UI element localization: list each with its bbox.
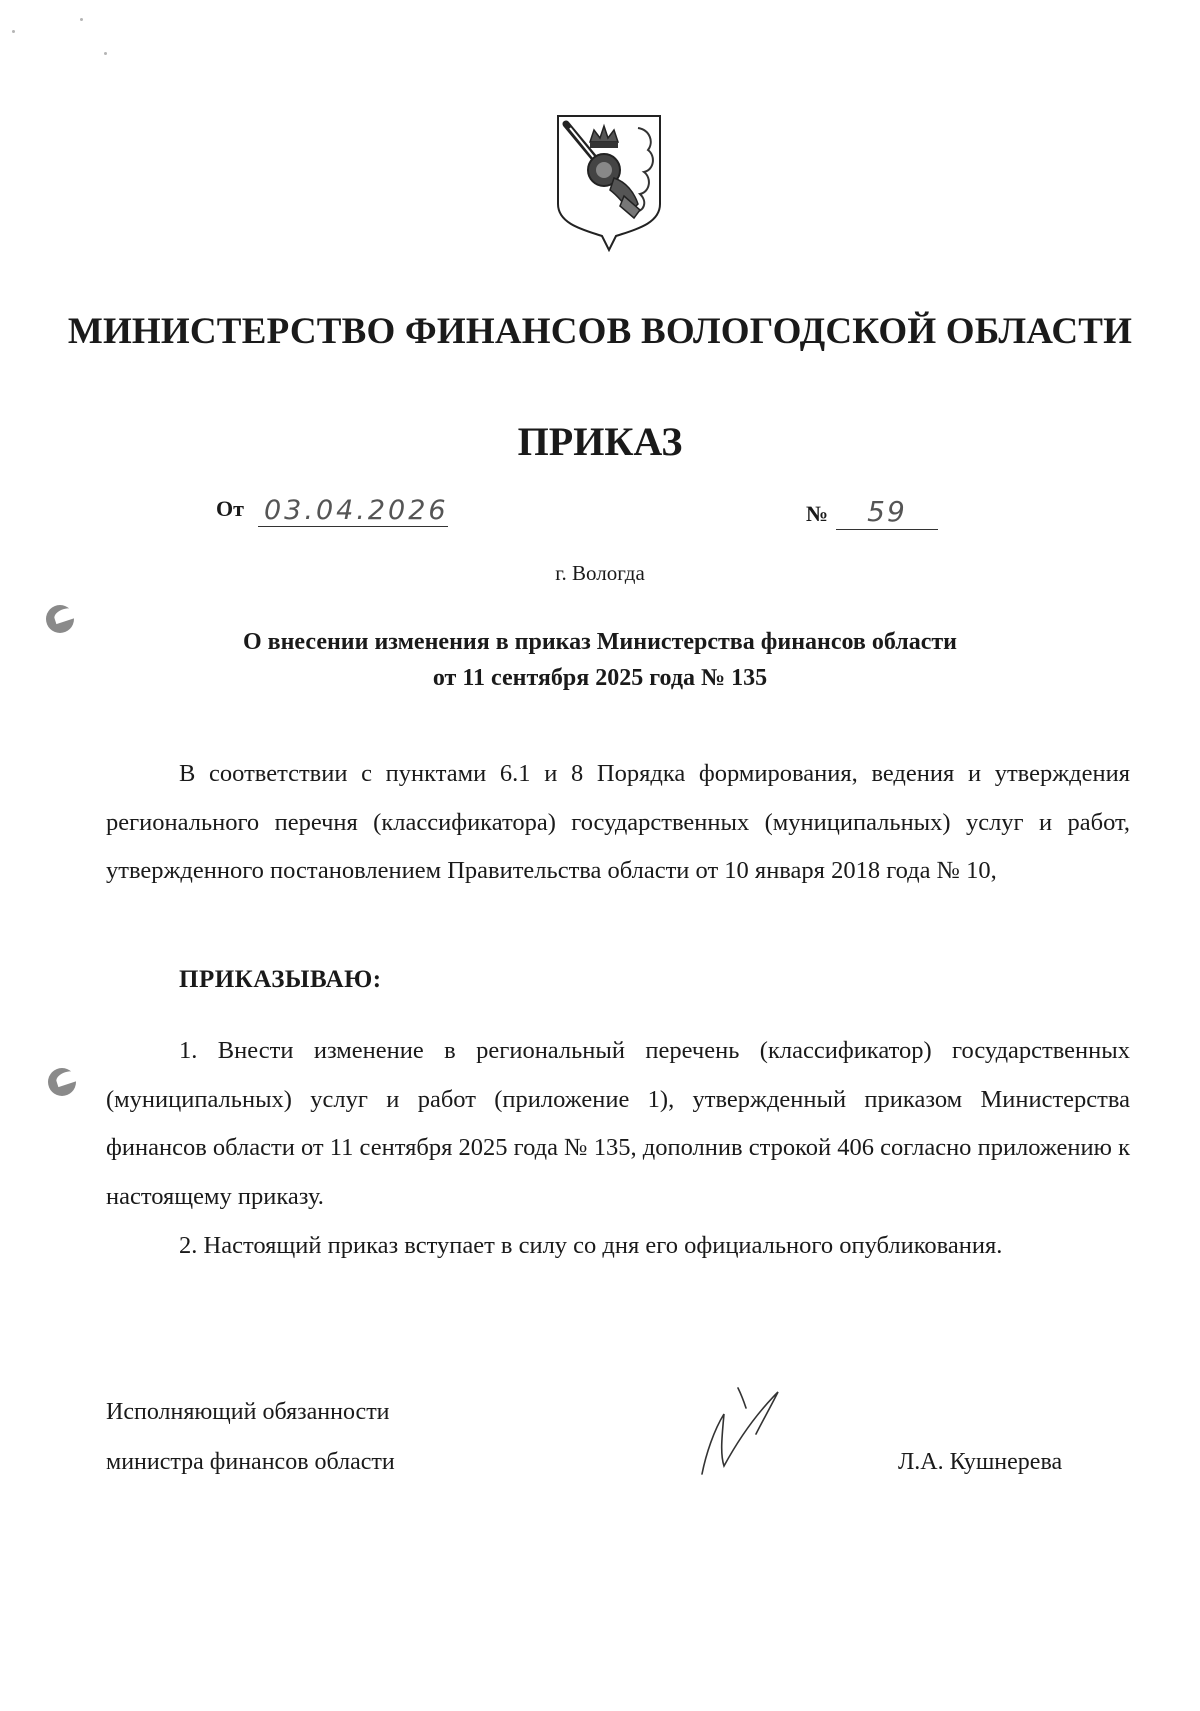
scan-speck xyxy=(80,18,83,21)
handwritten-signature-icon xyxy=(696,1378,806,1478)
order-item-1: 1. Внести изменение в региональный перечень (классификатор) государственных (муниципальных) услуг и работ (приложение 1), утвержденный приказом Министерства финансов области от 11 сентября 2025 года № 135, дополнив строкой 406 согласно приложению к настоящему приказу. xyxy=(106,1037,1130,1210)
signatory-position-line2: министра финансов области xyxy=(106,1449,395,1475)
order-number-handwritten: 59 xyxy=(836,497,938,530)
signatory-name: Л.А. Кушнерева xyxy=(898,1449,1063,1475)
ministry-name: МИНИСТЕРСТВО ФИНАНСОВ ВОЛОГОДСКОЙ ОБЛАСТИ xyxy=(67,311,1133,352)
scan-speck xyxy=(104,52,107,55)
order-item-2: 2. Настоящий приказ вступает в силу со дня его официального опубликования. xyxy=(179,1232,1003,1259)
preamble-paragraph: В соответствии с пунктами 6.1 и 8 Порядка формирования, ведения и утверждения регионального перечня (классификатора) государственных (муниципальных) услуг и работ, утвержденного постановлением Правительства области от 10 января 2018 года № 10, xyxy=(106,760,1130,884)
scan-speck xyxy=(12,30,15,33)
order-title-line1: О внесении изменения в приказ Министерства финансов области xyxy=(242,629,958,655)
number-label: № xyxy=(806,501,829,526)
order-keyword: ПРИКАЗЫВАЮ: xyxy=(179,966,382,993)
punch-hole-mark xyxy=(46,605,74,633)
order-title xyxy=(150,624,1050,696)
city-line: г. Вологда xyxy=(555,561,645,585)
coat-of-arms-emblem-icon xyxy=(554,112,664,252)
document-type-heading: ПРИКАЗ xyxy=(517,419,683,464)
punch-hole-mark xyxy=(48,1068,76,1096)
order-title-line2: от 11 сентября 2025 года № 135 xyxy=(432,665,768,691)
signatory-position xyxy=(106,1387,395,1487)
date-label: От xyxy=(216,496,244,521)
signatory-position-line1: Исполняющий обязанности xyxy=(106,1399,390,1425)
date-value-handwritten: 03.04.2026 xyxy=(258,497,448,527)
